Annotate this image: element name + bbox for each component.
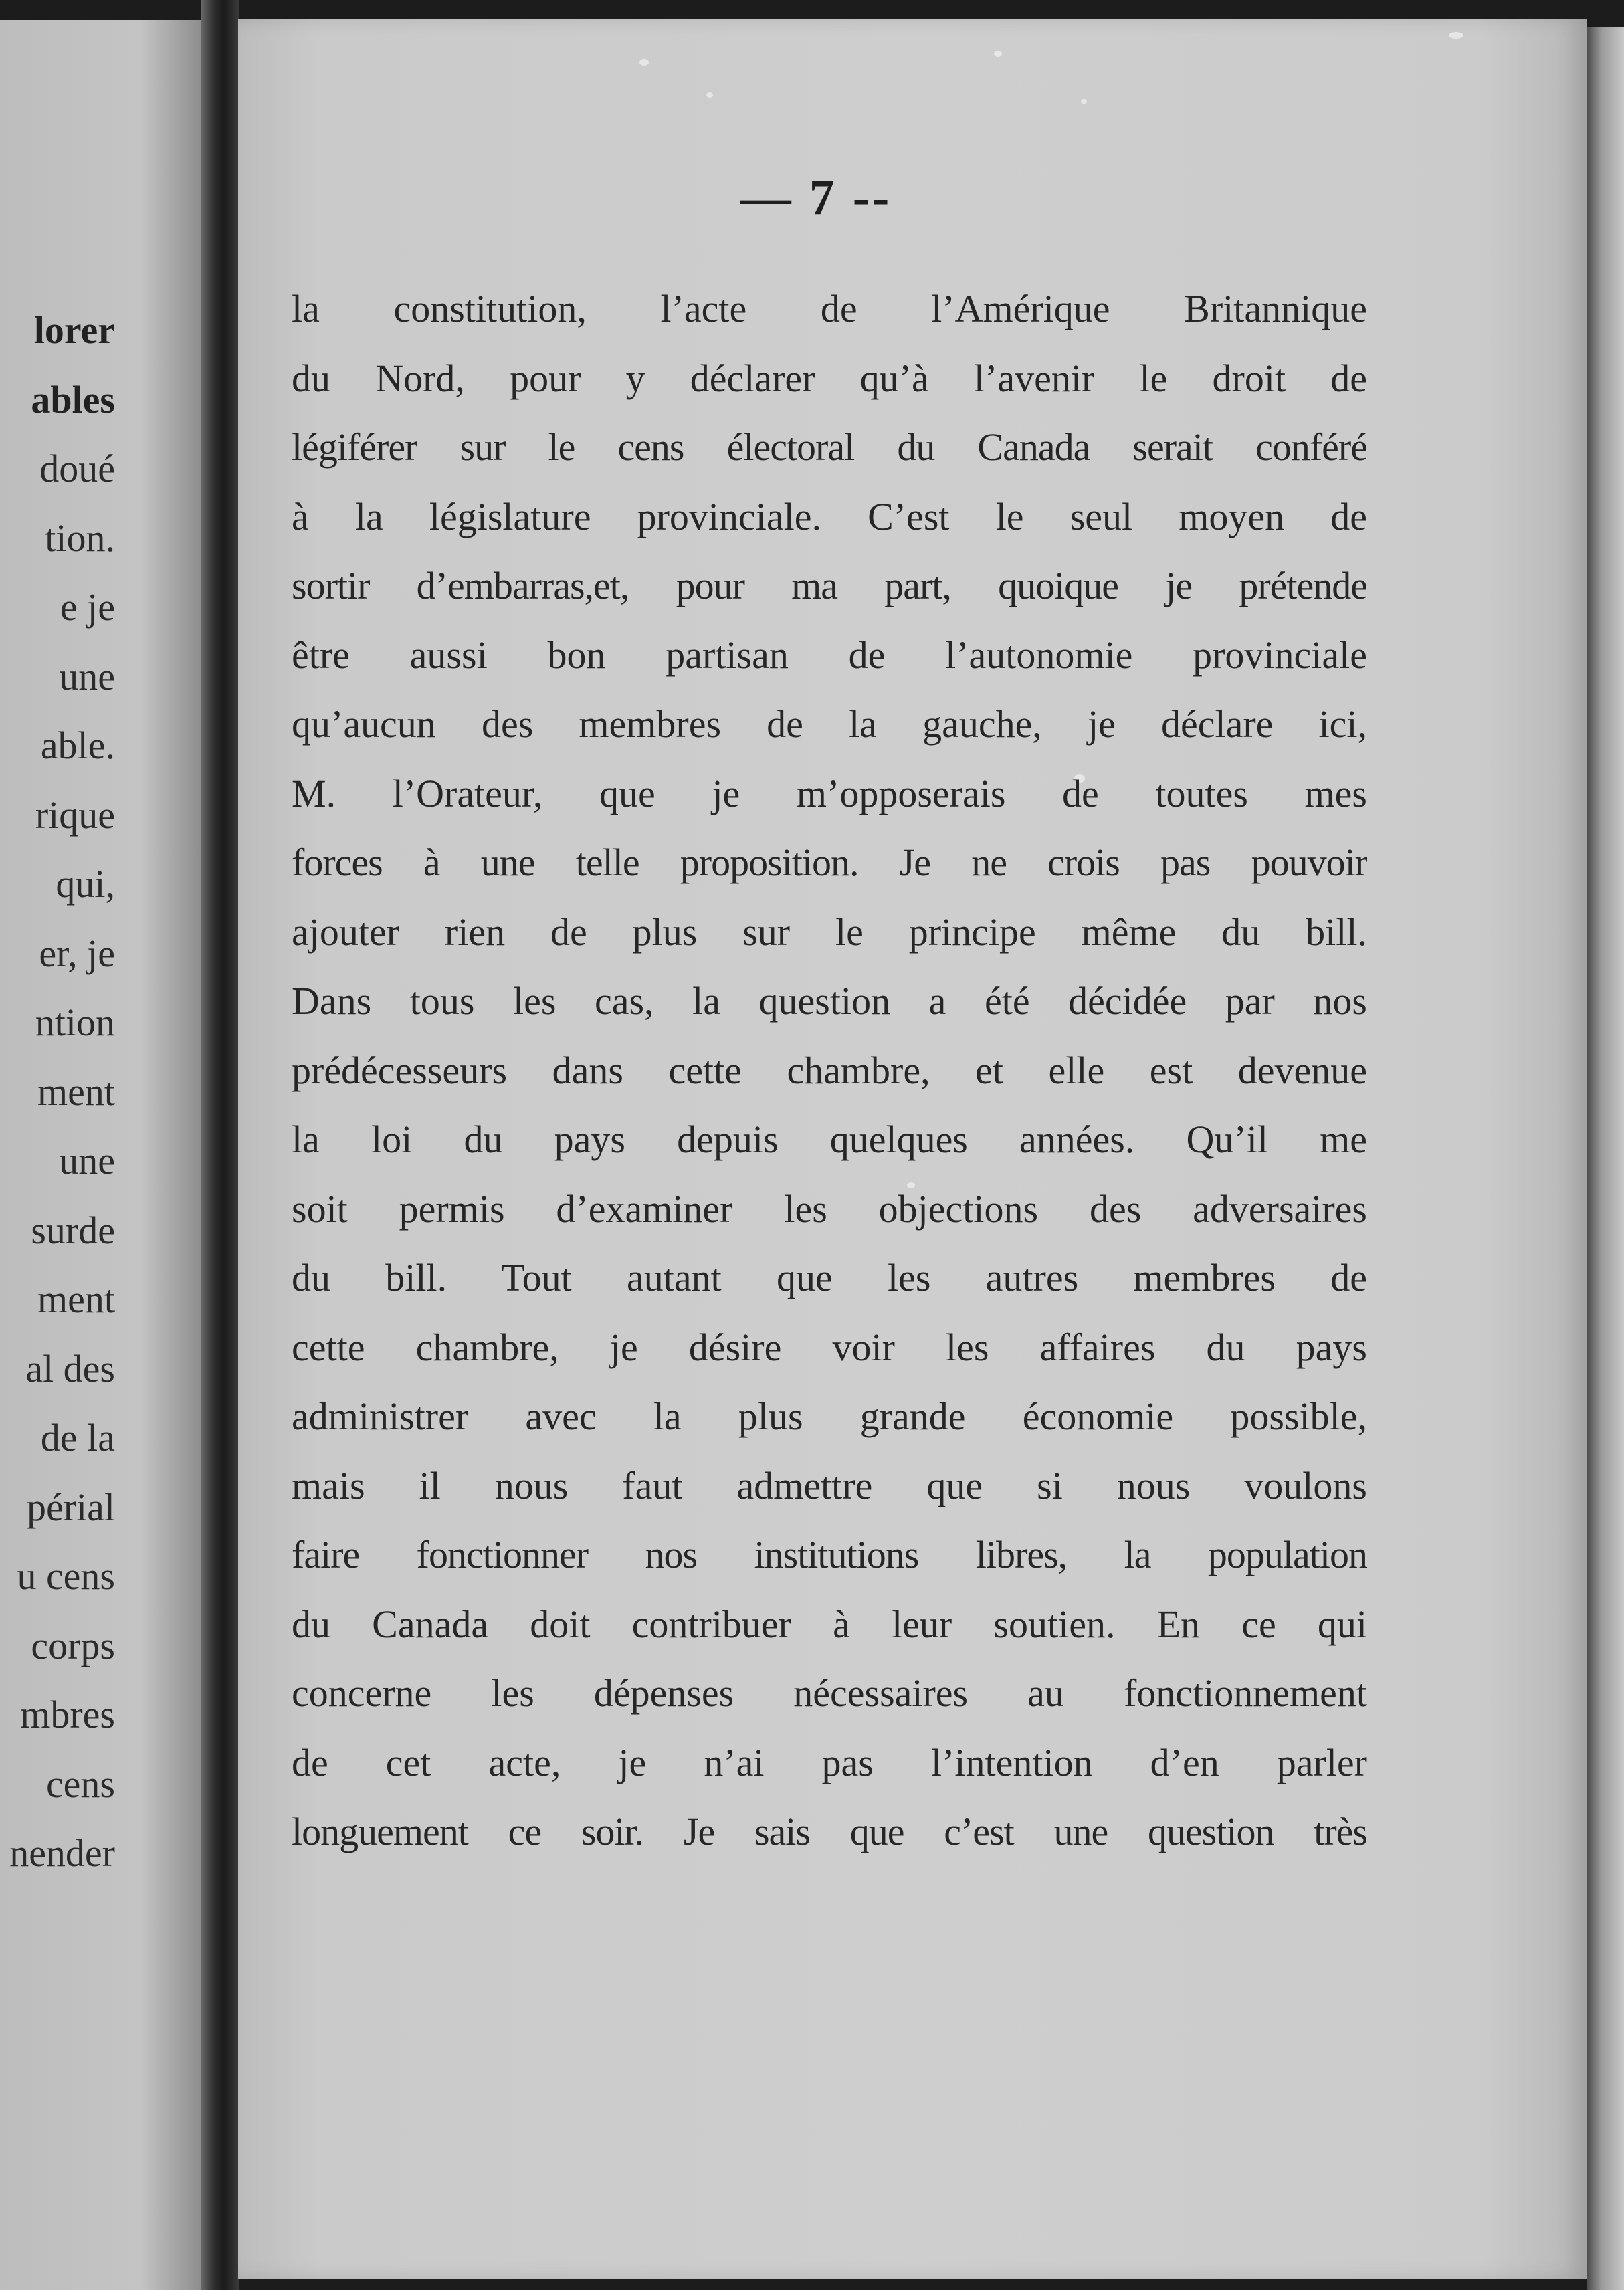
text-line: faire fonctionner nos institutions libres, la population: [292, 1533, 1367, 1576]
left-page-text: [0, 296, 115, 1888]
left-page-line: al des: [25, 1346, 115, 1390]
paper-speck: [1081, 99, 1087, 104]
text-line: du Nord, pour y déclarer qu’à l’avenir le droit de: [292, 356, 1367, 400]
left-page-line: nender: [9, 1831, 115, 1875]
text-line: sortir d’embarras,et, pour ma part, quoique je prétende: [292, 564, 1367, 607]
left-page-line: rique: [35, 793, 115, 837]
text-line: être aussi bon partisan de l’autonomie provinciale: [292, 633, 1367, 677]
text-line: la loi du pays depuis quelques années. Qu’il me: [292, 1118, 1367, 1161]
left-page-line: qui,: [56, 862, 115, 906]
left-page-line: une: [59, 1139, 115, 1182]
left-page-line: ntion: [35, 1001, 115, 1044]
text-line: cette chambre, je désire voir les affaires du pays: [292, 1325, 1367, 1369]
text-line: soit permis d’examiner les objections des adversaires: [292, 1186, 1367, 1231]
paper-speck: [639, 59, 649, 66]
text-line: du bill. Tout autant que les autres membres de: [292, 1256, 1367, 1299]
paper-speck: [1449, 32, 1463, 39]
left-page-line: ment: [37, 1069, 115, 1114]
left-page-line: mbres: [20, 1693, 115, 1736]
page-number: — 7 --: [740, 169, 892, 225]
left-page-line: périal: [26, 1485, 115, 1529]
left-facing-page: [0, 20, 201, 2290]
left-page-line: cens: [45, 1762, 115, 1806]
text-line: à la législature provinciale. C’est le seul moyen de: [292, 494, 1367, 538]
page-edge: [1587, 27, 1624, 2290]
text-line: concerne les dépenses nécessaires au fonctionnement: [292, 1671, 1367, 1715]
left-page-line: une: [59, 654, 115, 698]
text-line: de cet acte, je n’ai pas l’intention d’en parler: [292, 1740, 1367, 1784]
text-line: administrer avec la plus grande économie possible,: [292, 1394, 1367, 1438]
left-page-line: u cens: [17, 1554, 115, 1598]
paper-speck: [994, 51, 1002, 57]
left-page-line: doué: [39, 447, 115, 490]
left-page-line: lorer: [33, 308, 115, 352]
left-page-line: de la: [40, 1416, 115, 1459]
book-gutter: [201, 0, 239, 2290]
left-page-line: er, je: [39, 931, 115, 975]
left-page-line: corps: [31, 1623, 115, 1667]
left-page-line: e je: [60, 585, 115, 629]
text-line: forces à une telle proposition. Je ne crois pas pouvoir: [292, 841, 1367, 884]
text-line: ajouter rien de plus sur le principe même du bill.: [292, 910, 1367, 954]
text-line: légiférer sur le cens électoral du Canada serait conféré: [292, 425, 1367, 469]
left-page-line: able.: [40, 724, 115, 767]
text-line: longuement ce soir. Je sais que c’est une question très: [292, 1810, 1367, 1853]
paper-speck: [706, 92, 713, 98]
text-line: prédécesseurs dans cette chambre, et elle est devenue: [292, 1048, 1367, 1092]
text-line: du Canada doit contribuer à leur soutien. En ce qui: [292, 1602, 1367, 1646]
page-body-text: [292, 274, 1367, 1867]
left-page-line: surde: [31, 1208, 115, 1252]
left-page-line: ment: [37, 1277, 115, 1321]
left-page-line: ables: [31, 377, 115, 421]
text-line: Dans tous les cas, la question a été décidée par nos: [292, 979, 1367, 1023]
left-page-line: tion.: [45, 516, 115, 560]
text-line: mais il nous faut admettre que si nous voulons: [292, 1463, 1367, 1507]
text-line: la constitution, l’acte de l’Amérique Britannique: [292, 287, 1367, 330]
text-line: qu’aucun des membres de la gauche, je déclare ici,: [292, 702, 1367, 746]
text-line: M. l’Orateur, que je m’opposerais de toutes mes: [292, 771, 1367, 815]
